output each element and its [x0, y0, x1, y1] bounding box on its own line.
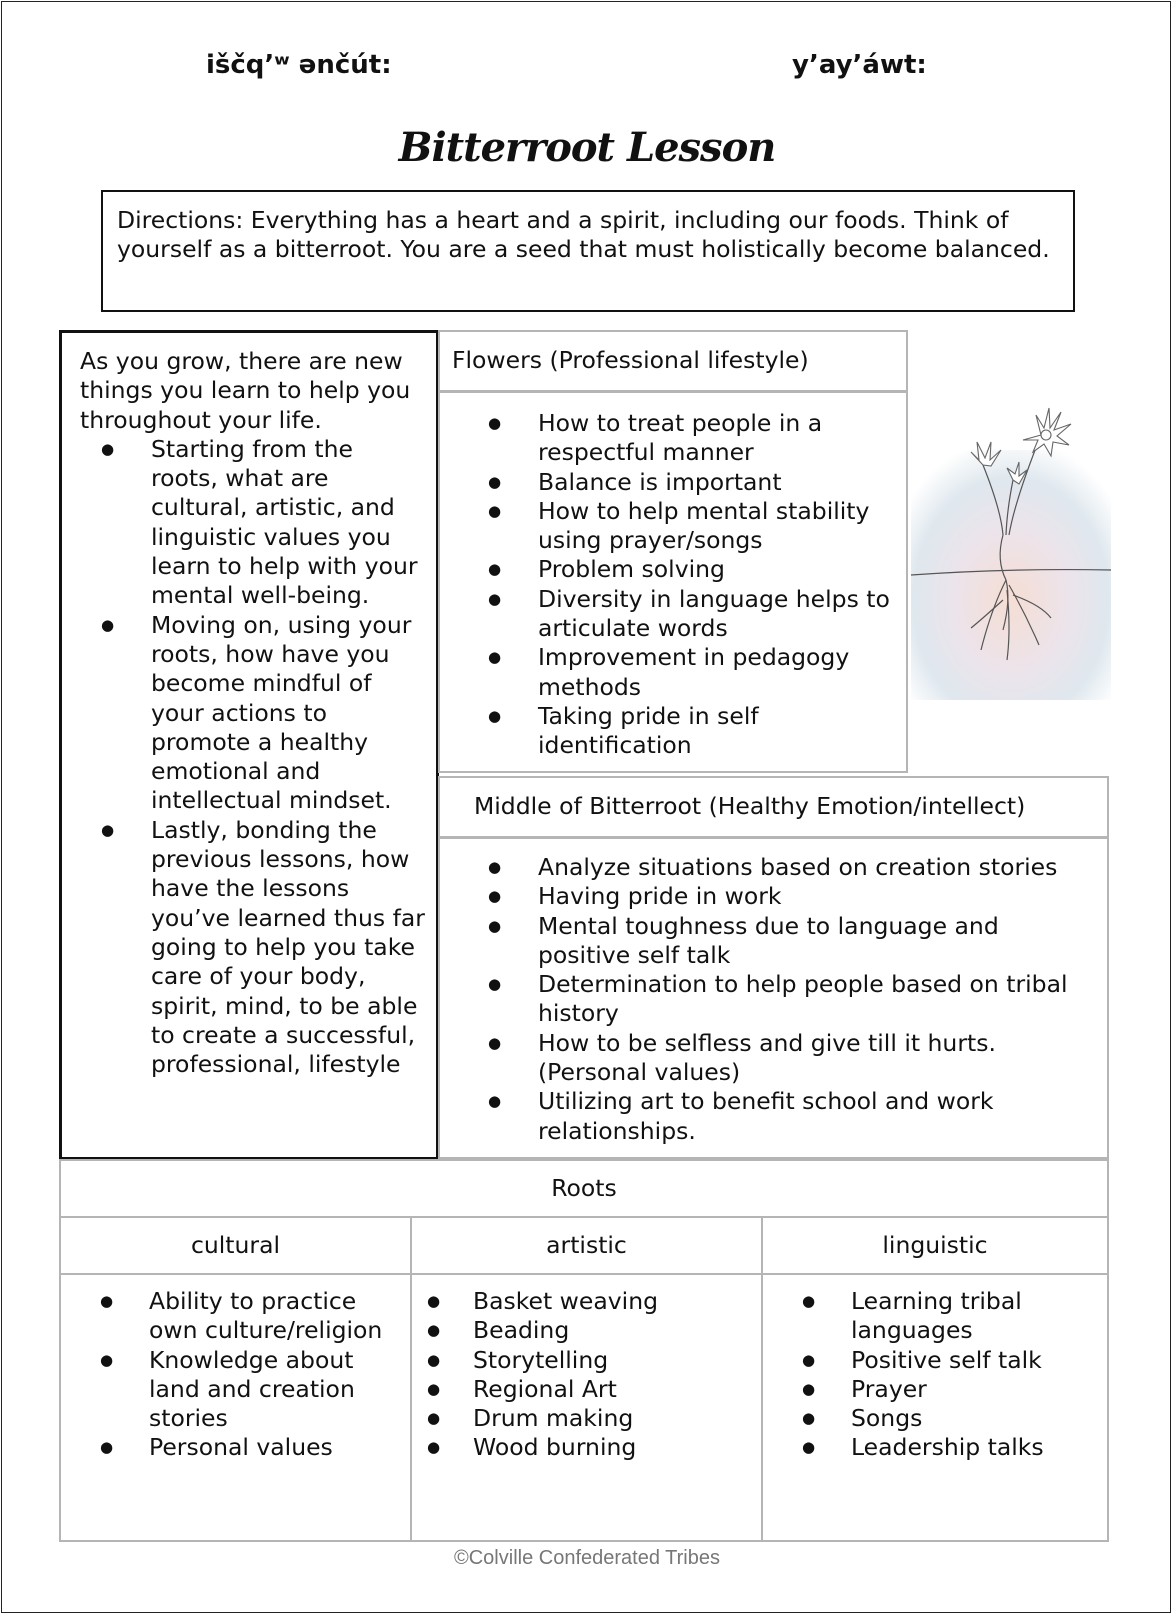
linguistic-heading: linguistic: [762, 1217, 1108, 1274]
date-label: y’ay’áwt:: [792, 50, 927, 80]
list-item: ● Mental toughness due to language and positive self talk: [450, 912, 1097, 971]
list-item: ● Problem solving: [450, 555, 896, 584]
list-item: ● How to help mental stability using prayer/songs: [450, 497, 896, 556]
list-item: ● Improvement in pedagogy methods: [450, 643, 896, 702]
list-item: ● Lastly, bonding the previous lessons, how have the lessons you’ve learned thus far going to help you take care of your body, spirit, mind, to be able to create a successful, professional, lifestyle: [76, 816, 426, 1080]
list-item: ● Beading: [387, 1316, 760, 1345]
cultural-heading: cultural: [60, 1217, 411, 1274]
list-item: ● Starting from the roots, what are cultural, artistic, and linguistic values you learn to help with your mental well-being.: [76, 435, 426, 611]
list-item: ● Songs: [764, 1404, 1106, 1433]
bitterroot-illustration: [911, 390, 1111, 708]
middle-list: [450, 853, 1097, 1146]
linguistic-cell: [762, 1274, 1108, 1541]
directions-box: Directions: Everything has a heart and a spirit, including our foods. Think of yourself as a bitterroot. You are a seed that must holistically become balanced.: [101, 190, 1075, 312]
list-item: ● How to treat people in a respectful manner: [450, 409, 896, 468]
flowers-list: [450, 409, 896, 761]
cultural-cell: [60, 1274, 411, 1541]
intro-text: As you grow, there are new things you learn to help you throughout your life.: [80, 347, 411, 434]
middle-list-box: [438, 837, 1109, 1159]
page-title: Bitterroot Lesson: [398, 124, 776, 171]
list-item: ● Regional Art: [387, 1375, 760, 1404]
list-item: ● Wood burning: [387, 1433, 760, 1462]
list-item: ● Analyze situations based on creation stories: [450, 853, 1097, 882]
list-item: ● Learning tribal languages: [764, 1287, 1106, 1346]
list-item: ● Leadership talks: [764, 1433, 1106, 1462]
flowers-heading: Flowers (Professional lifestyle): [438, 330, 908, 392]
list-item: ● Storytelling: [387, 1346, 760, 1375]
intro-list: [76, 435, 426, 1080]
list-item: ● How to be selfless and give till it hurts. (Personal values): [450, 1029, 1097, 1088]
list-item: ● Taking pride in self identification: [450, 702, 896, 761]
intro-box: [59, 330, 439, 1160]
list-item: ● Knowledge about land and creation stories: [62, 1346, 409, 1434]
roots-table: [59, 1159, 1109, 1542]
list-item: ● Ability to practice own culture/religion: [62, 1287, 409, 1346]
list-item: ● Positive self talk: [764, 1346, 1106, 1375]
list-item: ● Basket weaving: [387, 1287, 760, 1316]
artistic-heading: artistic: [411, 1217, 762, 1274]
linguistic-list: [764, 1287, 1106, 1463]
roots-heading: Roots: [60, 1160, 1108, 1217]
list-item: ● Utilizing art to benefit school and work relationships.: [450, 1087, 1097, 1146]
name-label: iščq’ʷ ənčút:: [206, 50, 392, 80]
list-item: ● Personal values: [62, 1433, 409, 1462]
list-item: ● Balance is important: [450, 468, 896, 497]
artistic-list: [387, 1287, 760, 1463]
middle-heading: Middle of Bitterroot (Healthy Emotion/intellect): [438, 776, 1109, 838]
list-item: ● Moving on, using your roots, how have you become mindful of your actions to promote a healthy emotional and intellectual mindset.: [76, 611, 426, 816]
list-item: ● Determination to help people based on tribal history: [450, 970, 1097, 1029]
list-item: ● Drum making: [387, 1404, 760, 1433]
list-item: ● Having pride in work: [450, 882, 1097, 911]
copyright-footer: ©Colville Confederated Tribes: [454, 1547, 720, 1569]
flowers-list-box: [438, 391, 908, 773]
cultural-list: [62, 1287, 409, 1463]
artistic-cell: [411, 1274, 762, 1541]
list-item: ● Prayer: [764, 1375, 1106, 1404]
list-item: ● Diversity in language helps to articulate words: [450, 585, 896, 644]
